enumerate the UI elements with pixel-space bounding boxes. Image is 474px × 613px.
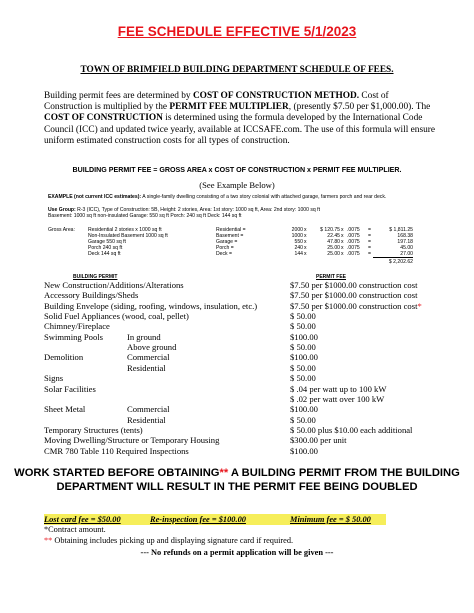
fee-amount-text: $100.00 <box>290 404 318 415</box>
fee-amount <box>290 415 316 425</box>
example-desc: Porch 240 sq ft <box>88 245 123 252</box>
example-mult: .0075 <box>347 239 360 246</box>
fee-item: Signs <box>44 373 64 384</box>
example-type: Residential = <box>216 227 246 233</box>
intro-paragraph <box>44 91 436 147</box>
fee-amount-text: $ .04 per watt up to 100 kW <box>290 383 387 394</box>
fee-amount <box>290 280 417 290</box>
fee-item: New Construction/Additions/Alterations <box>44 280 184 290</box>
reinspection-fee: Re-inspection fee = $100.00 <box>150 515 246 524</box>
fee-amount-text: $300.00 per unit <box>290 435 347 446</box>
gross-area-label: Gross Area: <box>48 227 75 233</box>
intro-text: Building permit fees are determined by <box>44 91 193 101</box>
example-desc: Non-Insulated Basement 1000 sq ft <box>88 233 168 240</box>
warning-text: A BUILDING PERMIT FROM THE BUILDING DEPARTMENT WILL RESULT IN THE PERMIT FEE BEING DOUBLED <box>56 467 460 493</box>
operator-symbol: = <box>368 251 371 258</box>
fee-amount <box>290 363 316 373</box>
example-heading <box>48 194 386 200</box>
fee-amount <box>290 352 318 362</box>
fee-amount-text: $ 50.00 <box>290 362 316 373</box>
operator-symbol: x <box>304 227 307 233</box>
fee-item: Sheet Metal <box>44 404 86 415</box>
example-area: 2000 <box>291 227 303 233</box>
example-type: Porch = <box>216 245 234 252</box>
fee-amount-text: $ 50.00 <box>290 414 316 425</box>
fee-item: Moving Dwelling/Structure or Temporary Housing <box>44 435 220 446</box>
fee-item: Accessory Buildings/Sheds <box>44 290 139 301</box>
example-mult: .0075 <box>347 245 360 252</box>
fee-amount <box>290 446 318 456</box>
fee-amount <box>290 301 422 311</box>
example-total: 45.00 <box>400 245 413 252</box>
column-header-fee: PERMIT FEE <box>316 274 347 280</box>
example-total: $ 1,811.25 <box>389 227 413 233</box>
fee-amount <box>290 321 316 331</box>
example-description: A single-family dwelling consisting of a two story colonial with attached garage, farmers porch and rear deck. <box>142 194 387 200</box>
fee-item: Temporary Structures (tents) <box>44 424 143 435</box>
fee-amount-text: $ 50.00 <box>290 342 316 353</box>
fee-amount-text: $ 50.00 <box>290 373 316 384</box>
intro-bold: PERMIT FEE MULTIPLIER <box>169 102 289 113</box>
example-mult: .0075 <box>347 233 360 240</box>
intro-bold: COST OF CONSTRUCTION METHOD. <box>192 91 360 101</box>
intro-text: , (presently $7.50 per $1,000.00). The <box>288 102 431 113</box>
operator-symbol: x <box>341 245 344 252</box>
example-desc: Residential 2 stories x 1000 sq ft <box>88 227 162 233</box>
fee-amount-text: $100.00 <box>290 352 318 363</box>
operator-symbol: = <box>368 227 371 233</box>
fee-amount <box>290 394 384 404</box>
fee-subitem: Above ground <box>127 342 177 353</box>
fee-item: CMR 780 Table 110 Required Inspections <box>44 445 189 456</box>
operator-symbol: = <box>368 245 371 252</box>
example-total: 197.18 <box>397 239 413 246</box>
intro-bold: COST OF CONSTRUCTION <box>44 113 163 124</box>
see-example-note: (See Example Below) <box>199 180 275 190</box>
fee-amount <box>290 373 316 383</box>
fee-amount-text: $ 50.00 <box>290 321 316 332</box>
lost-card-fee: Lost card fee = $50.00 <box>44 515 121 524</box>
warning-notice <box>0 467 474 494</box>
operator-symbol: = <box>368 239 371 246</box>
fee-amount-text: $7.50 per $1000.00 construction cost <box>290 300 418 311</box>
use-group-details: R-3 (ICC), Type of Construction: 5B, Height: 2 stories, Area: 1st story: 1000 sq ft, Area: 2nd story: 1000 sq ft <box>77 207 320 213</box>
fee-item: Solid Fuel Appliances (wood, coal, pellet) <box>44 311 189 322</box>
operator-symbol: x <box>341 227 344 233</box>
fee-subitem: Commercial <box>127 404 170 415</box>
fee-item: Building Envelope (siding, roofing, windows, insulation, etc.) <box>44 300 258 311</box>
column-header-permit: BUILDING PERMIT <box>73 274 118 280</box>
fee-item: Solar Facilities <box>44 383 96 394</box>
operator-symbol: x <box>341 251 344 258</box>
example-area: 550 <box>294 239 303 246</box>
fee-amount <box>290 425 412 435</box>
example-type: Deck = <box>216 251 232 258</box>
example-cost: $ 120.75 <box>320 227 340 233</box>
example-area: 144 <box>294 251 303 258</box>
fee-formula: BUILDING PERMIT FEE = GROSS AREA x COST OF CONSTRUCTION x PERMIT FEE MULTIPLIER. <box>72 166 402 174</box>
intro-text: is determined using the formula developed by the International Code Council (ICC) and updated twice yearly, available at ICCSAFE.com. The use of this formula will ensure uniform estimated construction costs for all types of construction. <box>44 113 436 146</box>
document-subtitle: TOWN OF BRIMFIELD BUILDING DEPARTMENT SCHEDULE OF FEES. <box>80 65 394 75</box>
warning-text: WORK STARTED BEFORE OBTAINING <box>14 467 220 479</box>
fee-amount-text: $ 50.00 <box>290 311 316 322</box>
operator-symbol: x <box>341 233 344 240</box>
fee-amount-text: $100.00 <box>290 445 318 456</box>
example-type: Garage = <box>216 239 238 246</box>
fee-amount <box>290 384 386 394</box>
fee-amount-text: $ .02 per watt over 100 kW <box>290 393 385 404</box>
fee-amount <box>290 404 318 414</box>
fee-subitem: Residential <box>127 362 166 373</box>
page-title: FEE SCHEDULE EFFECTIVE 5/1/2023 <box>117 24 357 39</box>
example-grand-total: $ 2,202.62 <box>388 259 413 265</box>
example-mult: .0075 <box>347 227 360 233</box>
operator-symbol: = <box>368 233 371 240</box>
example-type: Basement = <box>216 233 244 240</box>
operator-symbol: x <box>341 239 344 246</box>
minimum-fee: Minimum fee = $ 50.00 <box>290 515 371 524</box>
contract-amount-mark: * <box>417 300 422 311</box>
example-total: 168.38 <box>397 233 413 240</box>
fee-subitem: In ground <box>127 331 161 342</box>
example-cost: 22.45 <box>327 233 340 240</box>
intro-text: Cost of Construction is multiplied by the <box>44 91 389 113</box>
fee-amount-text: $7.50 per $1000.00 construction cost <box>290 280 418 290</box>
fee-amount <box>290 332 318 342</box>
fee-amount <box>290 342 316 352</box>
fee-item: Chimney/Fireplace <box>44 321 110 332</box>
operator-symbol: x <box>304 239 307 246</box>
use-group-label: Use Group: <box>48 207 76 213</box>
fee-subitem: Residential <box>127 414 166 425</box>
fee-amount-text: $7.50 per $1000.00 construction cost <box>290 290 418 301</box>
example-cost: 47.80 <box>327 239 340 246</box>
example-area: 1000 <box>291 233 303 240</box>
fee-item: Swimming Pools <box>44 331 103 342</box>
example-cost: 25.00 <box>327 251 340 258</box>
obtaining-stars: ** <box>44 536 53 545</box>
total-rule <box>373 257 413 258</box>
example-desc: Garage 550 sq ft <box>88 239 126 246</box>
obtaining-note <box>44 536 293 545</box>
obtaining-text: Obtaining includes picking up and displaying signature card if required. <box>52 536 294 545</box>
operator-symbol: x <box>304 233 307 240</box>
fee-item: Demolition <box>44 352 84 363</box>
fee-subitem: Commercial <box>127 352 170 363</box>
warning-stars: ** <box>219 467 229 479</box>
fee-amount <box>290 311 316 321</box>
fee-amount <box>290 435 347 445</box>
example-mult: .0075 <box>347 251 360 258</box>
contract-note: *Contract amount. <box>44 525 106 534</box>
fee-amount-text: $100.00 <box>290 331 318 342</box>
use-group-line-2: Basement: 1000 sq ft non-insulated Garage: 550 sq ft Porch: 240 sq ft Deck: 144 sq ft <box>48 213 242 219</box>
operator-symbol: x <box>304 251 307 258</box>
example-label: EXAMPLE (not current ICC estimates): <box>48 194 142 200</box>
no-refunds-note: --- No refunds on a permit application will be given --- <box>140 548 334 557</box>
example-total: 27.00 <box>400 251 413 258</box>
example-area: 240 <box>294 245 303 252</box>
fee-amount <box>290 290 417 300</box>
example-desc: Deck 144 sq ft <box>88 251 121 258</box>
example-cost: 25.00 <box>327 245 340 252</box>
operator-symbol: x <box>304 245 307 252</box>
fee-amount-text: $ 50.00 plus $10.00 each additional <box>290 424 413 435</box>
